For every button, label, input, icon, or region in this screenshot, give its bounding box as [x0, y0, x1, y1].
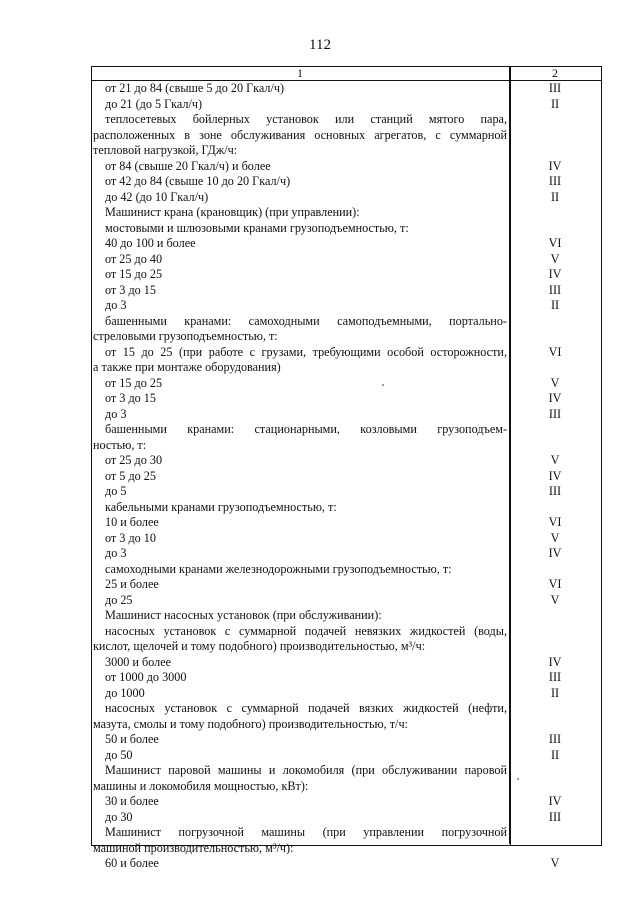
row-category: III — [548, 732, 562, 746]
table-row — [91, 112, 601, 128]
row-category: III — [548, 174, 562, 188]
row-category: II — [550, 96, 560, 111]
table-row — [91, 329, 601, 345]
table-row — [91, 608, 601, 624]
row-category: IV — [548, 546, 562, 560]
table-row — [91, 531, 601, 547]
table-row — [91, 407, 601, 423]
row-description: ностью, т: — [93, 437, 147, 452]
scan-speck — [517, 778, 519, 780]
row-description: до 3 — [105, 546, 127, 560]
table-row — [91, 236, 601, 252]
row-description: 50 и более — [105, 732, 159, 746]
table-row — [91, 546, 601, 562]
table-row — [91, 422, 601, 438]
row-description: до 1000 — [105, 685, 145, 700]
column-header-1: 1 — [297, 66, 303, 80]
row-description: до 30 — [105, 809, 133, 824]
row-description: Машинист насосных установок (при обслуживании): — [105, 608, 382, 622]
column-header-2: 2 — [552, 66, 558, 80]
table-row — [91, 143, 601, 159]
table-row — [91, 190, 601, 206]
page-number: 112 — [309, 37, 331, 53]
row-category: III — [548, 809, 562, 824]
row-category: V — [550, 592, 560, 607]
table-row — [91, 469, 601, 485]
row-description: до 5 — [105, 484, 127, 498]
row-description: кабельными кранами грузоподъемностью, т: — [105, 499, 337, 514]
row-description: насосных установок с суммарной подачей вязких жидкостей (нефти, — [105, 701, 507, 715]
row-description: машиной производительностью, м³/ч): — [93, 840, 294, 855]
row-description: мазута, смолы и тому подобного) производительностью, т/ч: — [93, 716, 408, 731]
row-category: III — [548, 406, 562, 421]
row-description: стреловыми грузоподъемностью, т: — [93, 329, 278, 343]
table-row — [91, 205, 601, 221]
row-category: III — [548, 484, 562, 498]
row-description: расположенных в зоне обслуживания основных агрегатов, с суммарной — [93, 127, 507, 142]
row-description: самоходными кранами железнодорожными грузоподъемностью, т: — [105, 561, 452, 576]
row-category: III — [548, 282, 562, 297]
row-description: до 42 (до 10 Гкал/ч) — [105, 189, 209, 204]
table-row — [91, 810, 601, 826]
row-description: башенными кранами: стационарными, козловыми грузоподъем- — [105, 422, 507, 436]
table-row — [91, 221, 601, 237]
table-row — [91, 732, 601, 748]
row-category: IV — [548, 794, 562, 808]
table-row — [91, 174, 601, 190]
table-row — [91, 794, 601, 810]
table-row — [91, 438, 601, 454]
row-category: II — [550, 298, 560, 312]
table-row — [91, 562, 601, 578]
table-row — [91, 763, 601, 779]
row-description: тепловой нагрузкой, ГДж/ч: — [93, 143, 238, 157]
row-category: V — [550, 530, 560, 545]
table-row — [91, 159, 601, 175]
table-row — [91, 391, 601, 407]
row-description: до 3 — [105, 406, 127, 421]
row-description: 60 и более — [105, 856, 159, 870]
table-row — [91, 360, 601, 376]
row-description: 25 и более — [105, 577, 159, 591]
row-category: IV — [548, 267, 562, 281]
table-row — [91, 655, 601, 671]
row-description: от 1000 до 3000 — [105, 670, 187, 684]
row-description: от 5 до 25 — [105, 468, 156, 483]
row-category: II — [550, 747, 560, 762]
row-description: 30 и более — [105, 794, 159, 808]
table-row — [91, 252, 601, 268]
table-row — [91, 515, 601, 531]
row-category: III — [548, 670, 562, 684]
row-category: VI — [548, 515, 562, 529]
row-description: до 50 — [105, 747, 133, 762]
row-category: VI — [548, 344, 562, 359]
table-row — [91, 748, 601, 764]
row-description: от 3 до 15 — [105, 282, 156, 297]
row-category: IV — [548, 158, 562, 173]
row-category: III — [548, 81, 562, 95]
table-row — [91, 453, 601, 469]
table-row — [91, 500, 601, 516]
row-description: от 25 до 40 — [105, 251, 163, 266]
scan-speck — [382, 384, 384, 386]
row-description: от 15 до 25 — [105, 267, 163, 281]
table-row — [91, 856, 601, 872]
row-description: Машинист погрузочной машины (при управлении погрузочной — [105, 825, 507, 839]
row-category: IV — [548, 654, 562, 669]
row-description: до 3 — [105, 298, 127, 312]
row-category: V — [550, 856, 560, 870]
row-description: 40 до 100 и более — [105, 236, 196, 250]
row-description: от 21 до 84 (свыше 5 до 20 Гкал/ч) — [105, 81, 285, 95]
row-category: V — [550, 453, 560, 467]
table-row — [91, 779, 601, 795]
table-row — [91, 593, 601, 609]
row-category: VI — [548, 236, 562, 250]
table-row — [91, 624, 601, 640]
row-description: от 3 до 10 — [105, 530, 156, 545]
row-category: V — [550, 251, 560, 266]
row-category: VI — [548, 577, 562, 591]
table-row — [91, 376, 601, 392]
row-category: II — [550, 685, 560, 700]
row-description: Машинист паровой машины и локомобиля (при обслуживании паровой — [105, 763, 507, 777]
table-row — [91, 825, 601, 841]
row-description: от 84 (свыше 20 Гкал/ч) и более — [105, 158, 271, 173]
table-row — [91, 701, 601, 717]
row-description: кислот, щелочей и тому подобного) производительностью, м³/ч: — [93, 639, 426, 653]
row-description: от 42 до 84 (свыше 10 до 20 Гкал/ч) — [105, 174, 291, 188]
table-row — [91, 298, 601, 314]
table-row — [91, 670, 601, 686]
row-description: а также при монтаже оборудования) — [93, 360, 281, 374]
row-category: II — [550, 189, 560, 204]
row-category: V — [550, 375, 560, 390]
row-description: насосных установок с суммарной подачей невязких жидкостей (воды, — [105, 623, 507, 638]
table-row — [91, 577, 601, 593]
row-category: IV — [548, 391, 562, 405]
table-row — [91, 267, 601, 283]
table-row — [91, 717, 601, 733]
row-description: от 3 до 15 — [105, 391, 156, 405]
row-description: мостовыми и шлюзовыми кранами грузоподъемностью, т: — [105, 220, 409, 235]
row-description: теплосетевых бойлерных установок или станций мятого пара, — [105, 112, 507, 126]
row-description: до 25 — [105, 592, 133, 607]
table-row — [91, 484, 601, 500]
table-row — [91, 345, 601, 361]
row-category: IV — [548, 468, 562, 483]
table-row — [91, 128, 601, 144]
row-description: 3000 и более — [105, 654, 172, 669]
table-row — [91, 283, 601, 299]
row-description: Машинист крана (крановщик) (при управлении): — [105, 205, 360, 219]
row-description: от 15 до 25 — [105, 375, 163, 390]
row-description: до 21 (до 5 Гкал/ч) — [105, 96, 203, 111]
row-description: башенными кранами: самоходными самоподъемными, портально- — [105, 313, 507, 328]
table-row — [91, 639, 601, 655]
table-row — [91, 81, 601, 97]
table-body — [91, 81, 601, 872]
table-row — [91, 686, 601, 702]
table-row — [91, 314, 601, 330]
row-description: от 15 до 25 (при работе с грузами, требующими особой осторожности, — [105, 344, 507, 359]
row-description: 10 и более — [105, 515, 159, 529]
row-description: от 25 до 30 — [105, 453, 163, 467]
row-description: машины и локомобиля мощностью, кВт): — [93, 778, 309, 793]
table-row — [91, 841, 601, 857]
table-row — [91, 97, 601, 113]
